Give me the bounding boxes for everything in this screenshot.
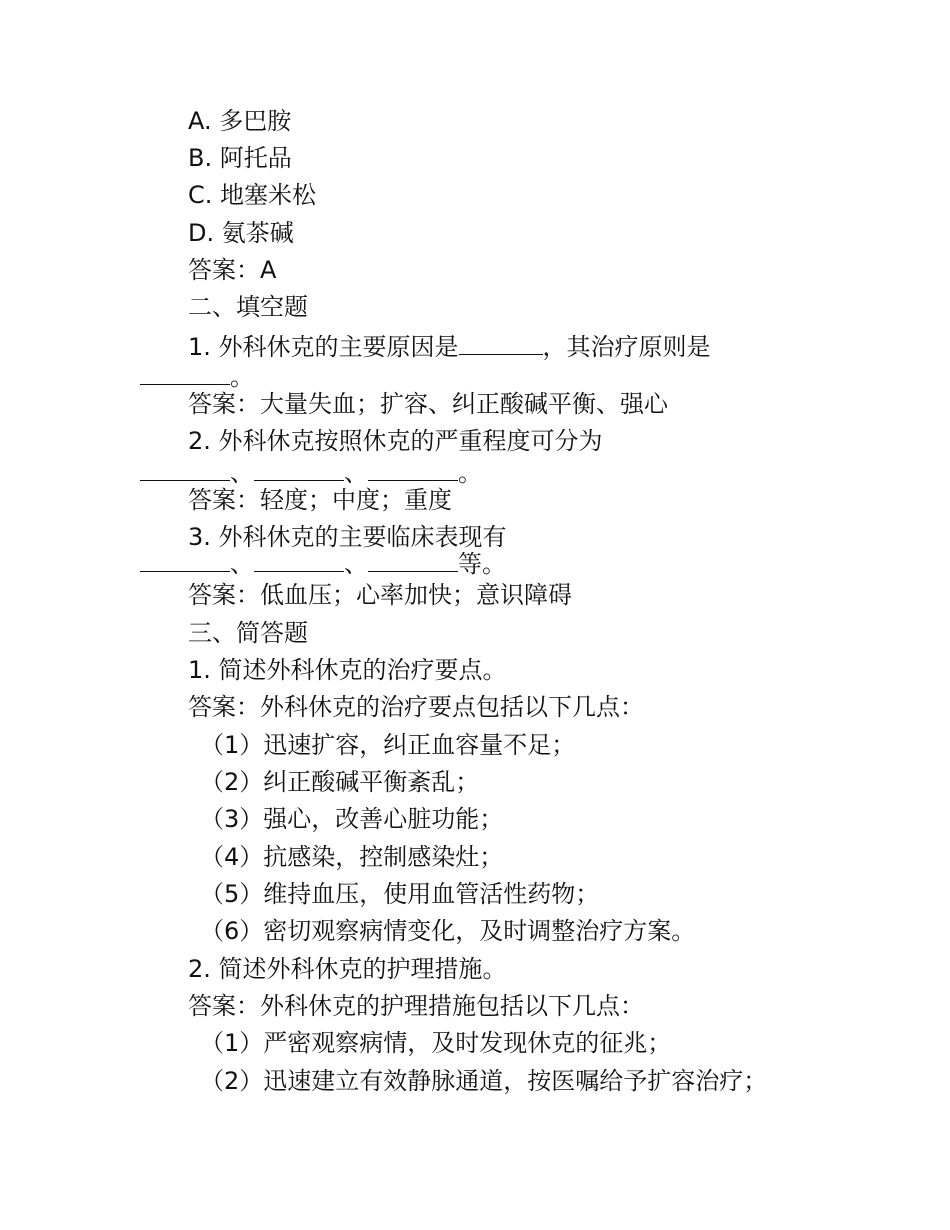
answer-blank: [254, 456, 344, 481]
short-answer-1-point: （2）纠正酸碱平衡紊乱；: [200, 768, 480, 796]
separator: 、: [344, 459, 368, 487]
fill-question-3: 3. 外科休克的主要临床表现有: [188, 523, 507, 551]
question-text: 1. 外科休克的主要原因是: [188, 333, 459, 361]
short-answer-2-point: （2）迅速建立有效静脉通道，按医嘱给予扩容治疗；: [200, 1067, 768, 1095]
separator: 、: [344, 550, 368, 578]
question-text: 。: [230, 363, 254, 391]
answer-blank: [140, 456, 230, 481]
answer-blank: [254, 547, 344, 572]
option-c: C. 地塞米松: [188, 181, 317, 209]
fill-answer-3: 答案：低血压；心率加快；意识障碍: [188, 581, 572, 609]
short-answer-1-point: （3）强心，改善心脏功能；: [200, 805, 504, 833]
fill-question-2-blanks: [140, 456, 482, 488]
fill-answer-1: 答案：大量失血；扩容、纠正酸碱平衡、强心: [188, 390, 668, 418]
answer-blank: [368, 456, 458, 481]
question-text: ，其治疗原则是: [542, 333, 711, 361]
separator: 、: [230, 459, 254, 487]
fill-answer-2: 答案：轻度；中度；重度: [188, 486, 452, 514]
section-heading-short-answer: 三、简答题: [188, 619, 308, 647]
answer-blank: [140, 360, 230, 385]
short-answer-1-point: （6）密切观察病情变化，及时调整治疗方案。: [200, 917, 696, 945]
short-answer-1-point: （1）迅速扩容，纠正血容量不足；: [200, 731, 576, 759]
separator: 、: [230, 550, 254, 578]
fill-question-1: [188, 330, 711, 362]
short-answer-1-point: （4）抗感染，控制感染灶；: [200, 843, 504, 871]
option-b: B. 阿托品: [188, 144, 292, 172]
option-d: D. 氨茶碱: [188, 219, 294, 247]
short-answer-1-intro: 答案：外科休克的治疗要点包括以下几点：: [188, 693, 644, 721]
fill-question-1-continued: [140, 360, 254, 392]
answer-blank: [140, 547, 230, 572]
question-text: 。: [458, 459, 482, 487]
section-heading-fill-blank: 二、填空题: [188, 293, 308, 321]
short-answer-1-point: （5）维持血压，使用血管活性药物；: [200, 880, 600, 908]
answer-blank: [459, 330, 543, 355]
fill-question-2: 2. 外科休克按照休克的严重程度可分为: [188, 427, 603, 455]
option-a: A. 多巴胺: [188, 107, 292, 135]
short-answer-2-intro: 答案：外科休克的护理措施包括以下几点：: [188, 992, 644, 1020]
answer-blank: [368, 547, 458, 572]
fill-question-3-blanks: [140, 547, 506, 579]
question-text: 等。: [458, 550, 506, 578]
short-answer-2-point: （1）严密观察病情，及时发现休克的征兆；: [200, 1029, 672, 1057]
short-question-2: 2. 简述外科休克的护理措施。: [188, 955, 507, 983]
mc-answer: 答案：A: [188, 256, 277, 284]
short-question-1: 1. 简述外科休克的治疗要点。: [188, 656, 507, 684]
